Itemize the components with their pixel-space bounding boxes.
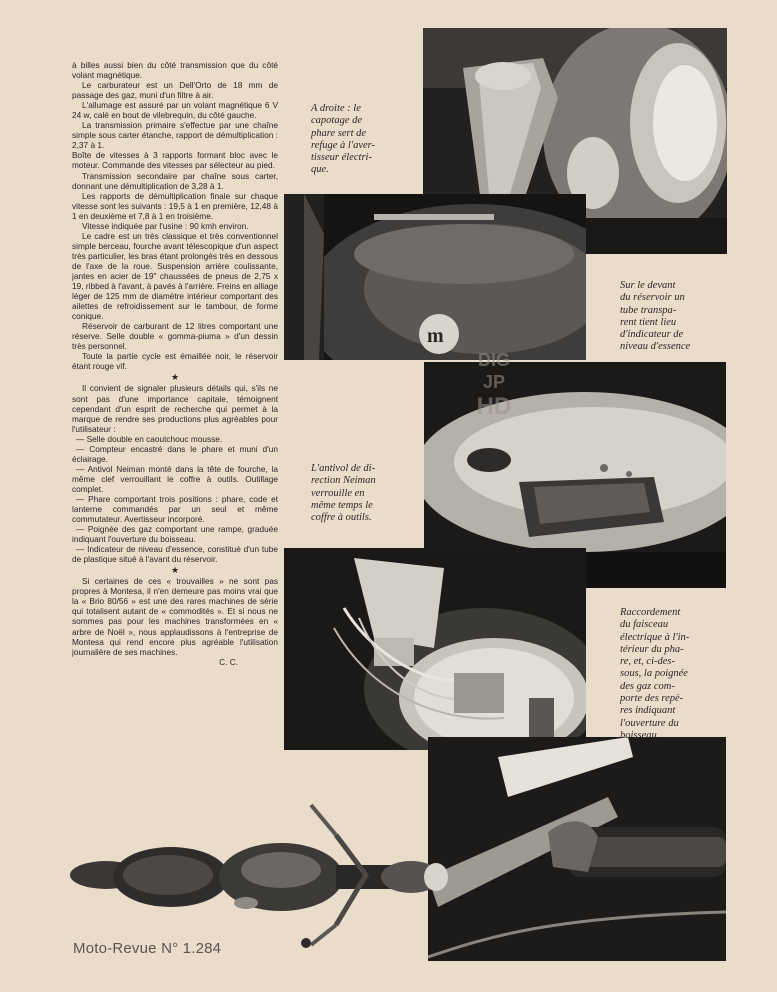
author-signature: C. C. — [219, 656, 238, 667]
caption-antitheft: L'antivol de di- rection Neiman verrouille en même temps le coffre à outils. — [311, 463, 376, 524]
watermark-logo — [453, 346, 535, 420]
details-list-item: — Phare comportant trois positions : phare, code et lanterne commandés par un seul et même commutateur. Avertisseur incorporé. — [72, 493, 278, 525]
watermark-line: JP — [482, 372, 506, 392]
svg-text:m: m — [427, 325, 444, 347]
details-list-item: — Indicateur de niveau d'essence, constitué d'un tube de plastique situé à l'avant du réservoir. — [72, 544, 278, 565]
details-intro: Il convient de signaler plusieurs détails qui, s'ils ne sont pas d'une importance capitale, témoignent cependant d'un esprit de recherche qui permet à la marque de rendre ses productions plus agréables pour l'utilisateur : — [72, 383, 278, 434]
motorcycle-top-view — [36, 795, 456, 955]
conclusion-paragraph: Si certaines de ces « trouvailles » ne sont pas propres à Montesa, il n'en demeure pas moins vrai que la « Brio 80/56 » est une des rares machines de série qui totalisent autant de « commodités ». Et si nous ne sommes pas pour les machines transformées en « arbre de Noël », nous applaudissons à l'entreprise de Montesa qui rend encore plus agréable l'utilisation journalière de ses machines. — [72, 576, 278, 657]
article-paragraph: L'allumage est assuré par un volant magnétique 6 V 24 w, calé en bout de vilebrequin, du côté gauche. — [72, 100, 278, 121]
article-paragraph: Vitesse indiquée par l'usine : 90 kmh environ. — [82, 220, 249, 231]
article-paragraph: La transmission primaire s'effectue par une chaîne simple sous carter étanche, rapport de démultiplication : 2,37 à 1. — [72, 120, 278, 151]
caption-headlight: A droite : le capotage de phare sert de refuge à l'aver- tisseur électri- que. — [311, 103, 376, 176]
details-list-item: — Selle double en caoutchouc mousse. — [76, 433, 223, 444]
section-star: ★ — [170, 372, 180, 383]
article-paragraph: à billes aussi bien du côté transmission que du côté volant magnétique. — [72, 60, 278, 81]
article-paragraph: Transmission secondaire par chaîne sous carter, donnant une démultiplication de 3,28 à 1. — [72, 170, 278, 191]
details-list-item: — Compteur encastré dans le phare et muni d'un éclairage. — [72, 443, 278, 464]
caption-tank-gauge: Sur le devant du réservoir un tube transpa- rent tient lieu d'indicateur de niveau d'essence — [620, 280, 691, 353]
wiring-photo — [284, 548, 586, 750]
watermark-line: HD — [476, 393, 512, 420]
section-star: ★ — [170, 565, 180, 576]
watermark-line: DIG — [477, 350, 511, 370]
page-footer: Moto-Revue N° 1.284 — [73, 940, 222, 957]
details-list-item: — Poignée des gaz comportant une rampe, graduée indiquant l'ouverture du boisseau. — [72, 524, 278, 545]
throttle-photo — [428, 737, 726, 961]
article-paragraph: Le cadre est un très classique et très conventionnel simple berceau, fourche avant télescopique d'un aspect très particulier, les bras étant prolongés très en dessous de l'axe de la roue. Suspension arrière coulissante, jantes en acier de 19" chaussées de pneus de 2,75 x 19, ribbed à l'avant, à pavés à l'arrière. Freins en alliage léger de 125 mm de diamètre intérieur comportant des ailettes de refroidissement sur le tambour, de forme conique. — [72, 230, 278, 322]
article-paragraph: Toute la partie cycle est émaillée noir, le réservoir étant rouge vif. — [72, 351, 278, 372]
article-paragraph: Les rapports de démultiplication finale sur chaque vitesse sont les suivants : 19,5 à 1 en première, 12,48 à 1 en deuxième et 7,8 à 1 en troisième. — [72, 190, 278, 221]
article-paragraph: Réservoir de carburant de 12 litres comportant une réserve. Selle double « gomma-piuma » d'un dessin très personnel. — [72, 321, 278, 352]
article-text-column — [72, 60, 278, 667]
caption-wiring: Raccordement du faisceau électrique à l'in- térieur du pha- re, et, ci-des- sous, la poignée des gaz com- porte des repè- res indiquant l'ouverture du boisseau. — [620, 607, 690, 741]
tank-photo — [284, 194, 586, 360]
article-paragraph: Boîte de vitesses à 3 rapports formant bloc avec le moteur. Commande des vitesses par sélecteur au pied. — [72, 150, 278, 171]
article-paragraph: Le carburateur est un Dell'Orto de 18 mm de passage des gaz, muni d'un filtre à air. — [72, 80, 278, 101]
details-list-item: — Antivol Neiman monté dans la tête de fourche, la même clef verrouillant le coffre à outils. Outillage complet. — [72, 463, 278, 494]
